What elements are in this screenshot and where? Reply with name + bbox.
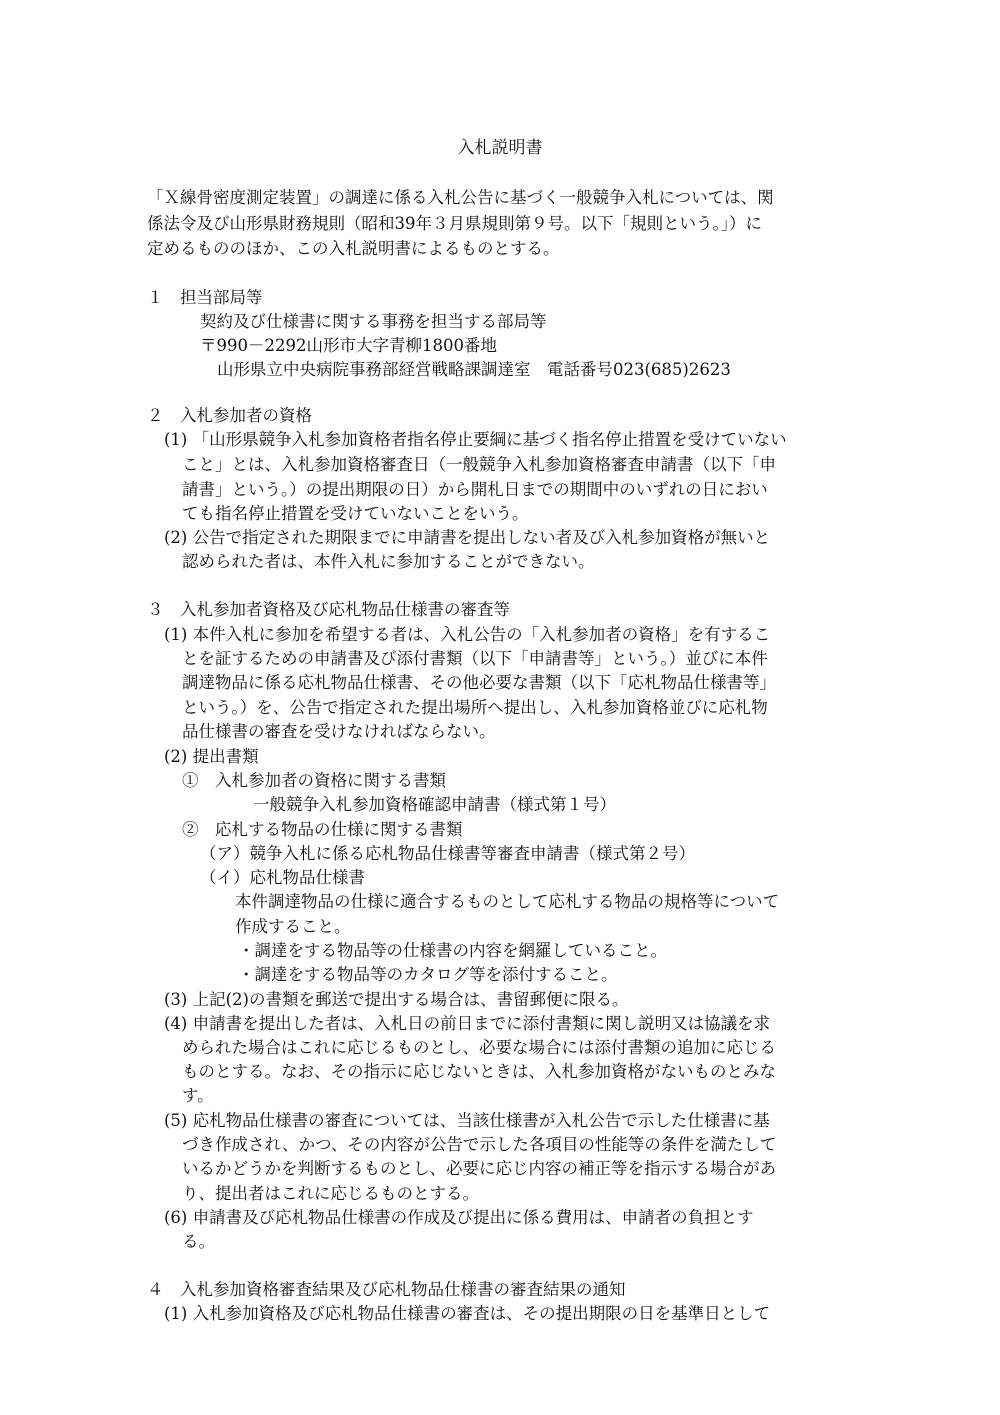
section-2-heading: ２ 入札参加者の資格 xyxy=(147,406,312,425)
intro-line: 定めるもののほか、この入札説明書によるものとする。 xyxy=(147,239,560,258)
section-3-line: （イ）応札物品仕様書 xyxy=(200,868,365,887)
section-3-heading: ３ 入札参加者資格及び応札物品仕様書の審査等 xyxy=(147,600,510,619)
section-3-line: (4) 申請書を提出した者は、入札日の前日までに添付書類に関し説明又は協議を求 xyxy=(164,1014,771,1033)
intro-line: 係法令及び山形県財務規則（昭和39年３月県規則第９号。以下「規則という。」）に xyxy=(147,214,762,233)
section-3-line: いるかどうかを判断するものとし、必要に応じ内容の補正等を指示する場合があ xyxy=(182,1159,776,1178)
section-1-line: 山形県立中央病院事務部経営戦略課調達室 電話番号023(685)2623 xyxy=(217,360,731,379)
section-4-line: (1) 入札参加資格及び応札物品仕様書の審査は、その提出期限の日を基準日として xyxy=(164,1304,771,1323)
section-2-line: 認められた者は、本件入札に参加することができない。 xyxy=(182,552,595,571)
section-3-line: とを証するための申請書及び添付書類（以下「申請書等」という。）並びに本件 xyxy=(182,649,768,668)
section-3-line: ① 入札参加者の資格に関する書類 xyxy=(182,771,446,790)
section-3-line: (6) 申請書及び応札物品仕様書の作成及び提出に係る費用は、申請者の負担とす xyxy=(164,1208,754,1227)
section-3-line: ものとする。なお、その指示に応じないときは、入札参加資格がないものとみな xyxy=(182,1062,776,1081)
section-3-line: （ア）競争入札に係る応札物品仕様書等審査申請書（様式第２号） xyxy=(200,844,695,863)
intro-line: 「Ｘ線骨密度測定装置」の調達に係る入札公告に基づく一般競争入札については、関 xyxy=(147,188,774,207)
section-3-line: ・調達をする物品等の仕様書の内容を網羅していること。 xyxy=(238,941,667,960)
section-2-line: (2) 公告で指定された期限までに申請書を提出しない者及び入札参加資格が無いと xyxy=(164,528,771,547)
section-3-line: す。 xyxy=(182,1086,214,1105)
section-3-line: 一般競争入札参加資格確認申請書（様式第１号） xyxy=(253,795,616,814)
section-3-line: る。 xyxy=(182,1232,215,1251)
section-4-heading: ４ 入札参加資格審査結果及び応札物品仕様書の審査結果の通知 xyxy=(147,1280,626,1299)
section-3-line: (2) 提出書類 xyxy=(164,747,259,766)
section-3-line: づき作成され、かつ、その内容が公告で示した各項目の性能等の条件を満たして xyxy=(182,1135,777,1154)
section-3-line: 作成すること。 xyxy=(235,917,351,936)
document-title: 入札説明書 xyxy=(457,138,543,158)
section-1-line: 契約及び仕様書に関する事務を担当する部局等 xyxy=(200,312,547,331)
section-1-heading: １ 担当部局等 xyxy=(147,288,263,307)
section-3-line: 本件調達物品の仕様に適合するものとして応札する物品の規格等について xyxy=(235,892,780,911)
section-3-line: (3) 上記(2)の書類を郵送で提出する場合は、書留郵便に限る。 xyxy=(164,990,629,1009)
section-3-line: (5) 応札物品仕様書の審査については、当該仕様書が入札公告で示した仕様書に基 xyxy=(164,1111,770,1130)
section-3-line: 調達物品に係る応札物品仕様書、その他必要な書類（以下「応札物品仕様書等」 xyxy=(182,673,776,692)
section-3-line: り、提出者はこれに応じるものとする。 xyxy=(182,1184,479,1203)
section-3-line: ② 応札する物品の仕様に関する書類 xyxy=(182,820,463,839)
section-3-line: (1) 本件入札に参加を希望する者は、入札公告の「入札参加者の資格」を有するこ xyxy=(164,625,771,644)
section-3-line: められた場合はこれに応じるものとし、必要な場合には添付書類の追加に応じる xyxy=(182,1038,776,1057)
section-1-line: 〒990－2292山形市大字青柳1800番地 xyxy=(200,336,497,355)
section-2-line: (1) 「山形県競争入札参加資格者指名停止要綱に基づく指名停止措置を受けていない xyxy=(164,430,787,449)
section-3-line: 品仕様書の審査を受けなければならない。 xyxy=(182,722,496,741)
section-3-line: という。）を、公告で指定された提出場所へ提出し、入札参加資格並びに応札物 xyxy=(182,698,768,717)
section-3-line: ・調達をする物品等のカタログ等を添付すること。 xyxy=(238,965,618,984)
section-2-line: ても指名停止措置を受けていないことをいう。 xyxy=(182,504,529,523)
section-2-line: 請書」という。）の提出期限の日）から開札日までの期間中のいずれの日におい xyxy=(182,480,768,499)
section-2-line: こと」とは、入札参加資格審査日（一般競争入札参加資格審査申請書（以下「申 xyxy=(182,455,776,474)
